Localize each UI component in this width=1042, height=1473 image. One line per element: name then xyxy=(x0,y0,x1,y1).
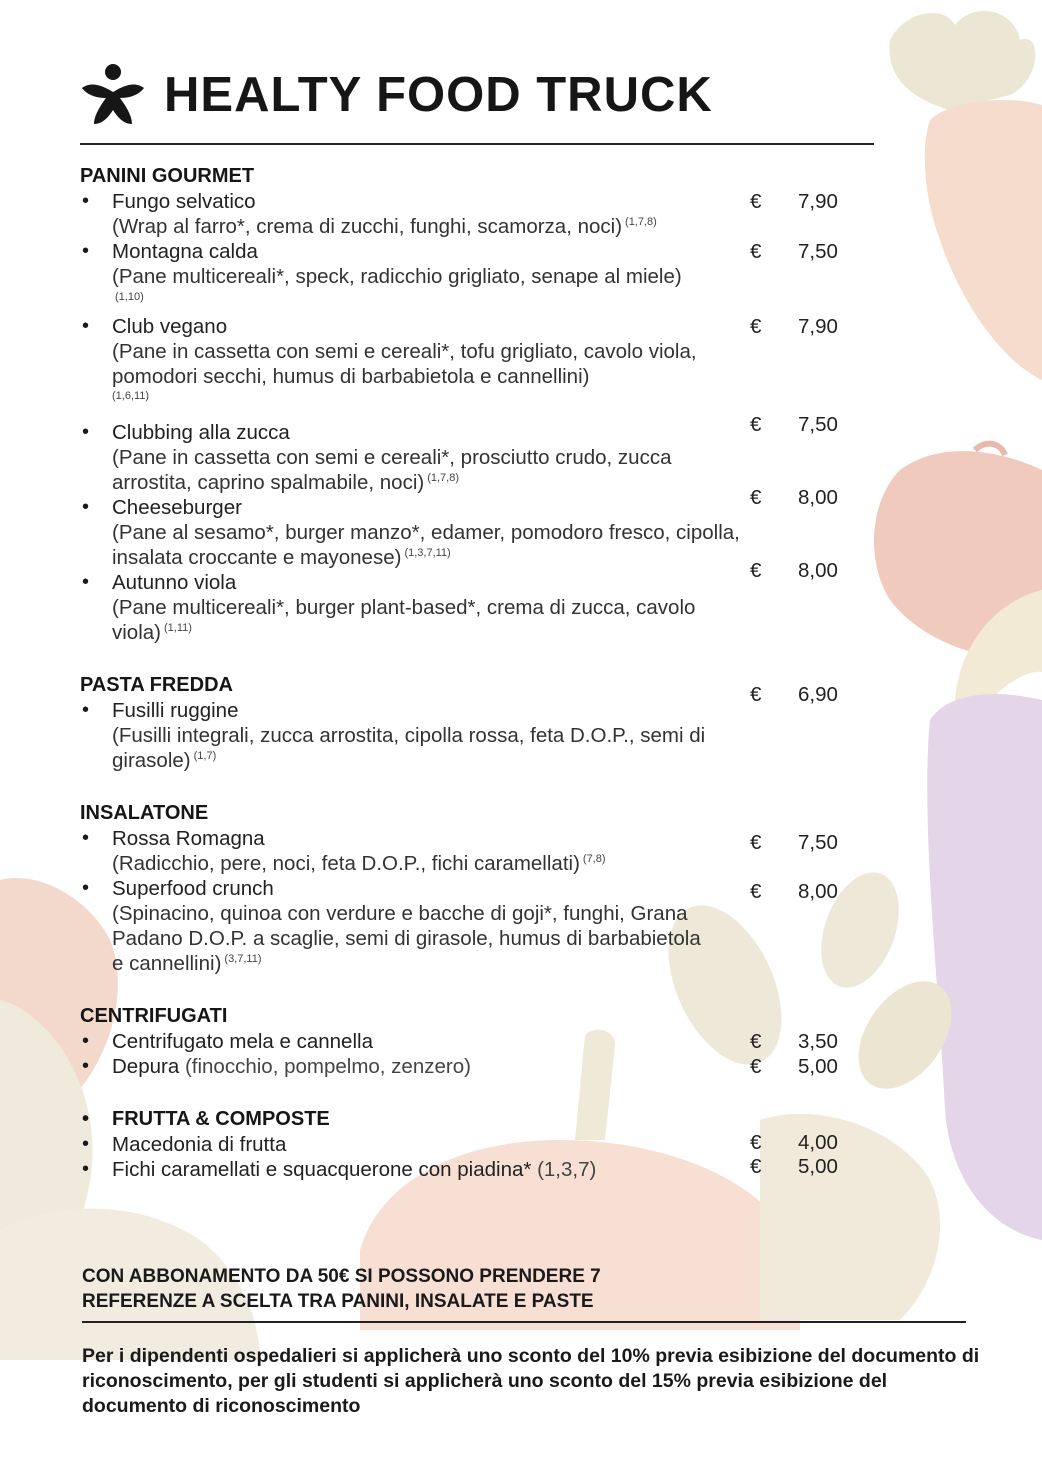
bullet: • xyxy=(82,1030,90,1052)
bullet: • xyxy=(82,699,90,721)
item-name: Depura (finocchio, pompelmo, zenzero) xyxy=(112,1055,471,1078)
item-price: € 8,00 xyxy=(750,880,838,903)
section-centrifugati xyxy=(80,1004,860,1079)
item-description: (Pane multicereali*, speck, radicchio grigliato, senape al miele)$^{(1,10)}$ xyxy=(112,265,682,304)
allergens: (1,7) xyxy=(193,750,217,763)
menu-item xyxy=(80,486,860,570)
item-name: Clubbing alla zucca xyxy=(112,421,290,444)
menu-item xyxy=(80,826,860,876)
allergens: (1,3,7) xyxy=(537,1158,597,1181)
item-name: Rossa Romagna xyxy=(112,827,265,850)
page-title: HEALTY FOOD TRUCK xyxy=(164,68,713,122)
menu-list xyxy=(80,164,860,1202)
section-title: PASTA FREDDA xyxy=(80,674,233,696)
item-description: (Radicchio, pere, noci, feta D.O.P., fichi caramellati) $^{(7,8)}$ xyxy=(112,852,606,875)
bullet: • xyxy=(82,315,90,337)
item-price: € 7,90 xyxy=(750,190,838,213)
bullet: • xyxy=(82,496,90,518)
bullet: • xyxy=(82,1158,90,1180)
menu-item xyxy=(80,1054,860,1079)
menu-item xyxy=(80,413,860,495)
section-title: PANINI GOURMET xyxy=(80,165,255,187)
item-description: (Pane multicereali*, burger plant-based*, crema di zucca, cavolo viola) $^{(1,11)}$ xyxy=(112,596,696,644)
menu-item xyxy=(80,876,860,976)
allergens: (1,7,8) xyxy=(427,472,459,485)
menu-item xyxy=(80,559,860,645)
bullet: • xyxy=(82,1108,90,1130)
bullet: • xyxy=(82,240,90,262)
item-price: € 7,50 xyxy=(750,240,838,263)
item-description: (Pane in cassetta con semi e cereali*, tofu grigliato, cavolo viola, pomodori secchi, humus di barbabietola e cannellini) $^{(1,6,11)}$ xyxy=(112,340,697,402)
item-name: Macedonia di frutta xyxy=(112,1133,287,1156)
subscription-promo xyxy=(82,1264,782,1314)
section-panini-gourmet xyxy=(80,164,860,645)
menu-item xyxy=(80,1157,860,1182)
item-description: (Spinacino, quinoa con verdure e bacche di goji*, funghi, Grana Padano D.O.P. a scaglie, semi di girasole, humus di barbabietola e cannellini) $^{(3,7,11)}$ xyxy=(112,902,701,975)
allergens: (1,6,11) xyxy=(112,390,150,402)
item-name: Fichi caramellati e squacquerone con piadina* (1,3,7) xyxy=(112,1158,597,1181)
menu-item xyxy=(80,314,860,414)
section-frutta-composte xyxy=(80,1107,860,1182)
item-price: € 7,50 xyxy=(750,831,838,854)
item-description: (Pane in cassetta con semi e cereali*, prosciutto crudo, zucca arrostita, caprino spalmabile, noci) $^{(1,7,8)}$ xyxy=(112,446,672,494)
item-price: € 5,00 xyxy=(750,1155,838,1178)
item-name: Montagna calda xyxy=(112,240,258,263)
item-price: € 6,90 xyxy=(750,683,838,706)
bullet: • xyxy=(82,421,90,443)
promo-line: CON ABBONAMENTO DA 50€ SI POSSONO PRENDERE 7 xyxy=(82,1266,601,1287)
menu-item xyxy=(80,189,860,239)
item-description: (Fusilli integrali, zucca arrostita, cipolla rossa, feta D.O.P., semi di girasole) $^{(1,7)}$ xyxy=(112,724,706,772)
section-title: INSALATONE xyxy=(80,802,209,824)
item-price: € 7,90 xyxy=(750,315,838,338)
item-name: Fusilli ruggine xyxy=(112,699,239,722)
menu-item xyxy=(80,1029,860,1054)
item-description: (Wrap al farro*, crema di zucchi, funghi, scamorza, noci) $^{(1,7,8)}$ xyxy=(112,215,657,238)
item-name: Superfood crunch xyxy=(112,877,274,900)
bullet: • xyxy=(82,571,90,593)
bullet: • xyxy=(82,877,90,899)
item-description: (Pane al sesamo*, burger manzo*, edamer, pomodoro fresco, cipolla, insalata croccante e mayonese) $^{(1,3,7,11)}$ xyxy=(112,521,740,569)
bullet: • xyxy=(82,1055,90,1077)
header-divider xyxy=(80,143,874,145)
item-name: Fungo selvatico xyxy=(112,190,256,213)
allergens: (3,7,11) xyxy=(224,953,262,966)
allergens: (7,8) xyxy=(582,853,606,866)
item-price: € 3,50 xyxy=(750,1030,838,1053)
section-title: CENTRIFUGATI xyxy=(80,1005,228,1027)
bullet: • xyxy=(82,827,90,849)
menu-item xyxy=(80,1132,860,1157)
item-name: Autunno viola xyxy=(112,571,237,594)
allergens: (1,11) xyxy=(164,622,192,635)
item-price: € 8,00 xyxy=(750,486,838,509)
discount-notice: Per i dipendenti ospedalieri si applicherà uno sconto del 10% previa esibizione del documento di riconoscimento, per gli studenti si applicherà uno sconto del 15% previa esibizione del documento di riconoscimento xyxy=(82,1345,980,1417)
item-price: € 7,50 xyxy=(750,413,838,436)
bullet: • xyxy=(82,1133,90,1155)
item-price: € 5,00 xyxy=(750,1055,838,1078)
person-star-icon xyxy=(80,62,146,128)
bullet: • xyxy=(82,190,90,212)
menu-item xyxy=(80,239,860,314)
item-price: € 4,00 xyxy=(750,1131,838,1154)
item-name: Club vegano xyxy=(112,315,228,338)
section-insalatone xyxy=(80,801,860,976)
item-price: € 8,00 xyxy=(750,559,838,582)
allergens: (1,3,7,11) xyxy=(404,547,451,560)
item-name: Cheeseburger xyxy=(112,496,242,519)
menu-header xyxy=(80,62,713,128)
section-title: • FRUTTA & COMPOSTE xyxy=(82,1108,330,1130)
item-description: (finocchio, pompelmo, zenzero) xyxy=(184,1055,471,1078)
allergens: (1,7,8) xyxy=(625,216,657,229)
footer-divider xyxy=(82,1321,966,1323)
item-name: Centrifugato mela e cannella xyxy=(112,1030,373,1053)
promo-line: REFERENZE A SCELTA TRA PANINI, INSALATE E PASTE xyxy=(82,1291,594,1312)
allergens: (1,10) xyxy=(115,291,144,304)
section-pasta-fredda xyxy=(80,673,860,773)
